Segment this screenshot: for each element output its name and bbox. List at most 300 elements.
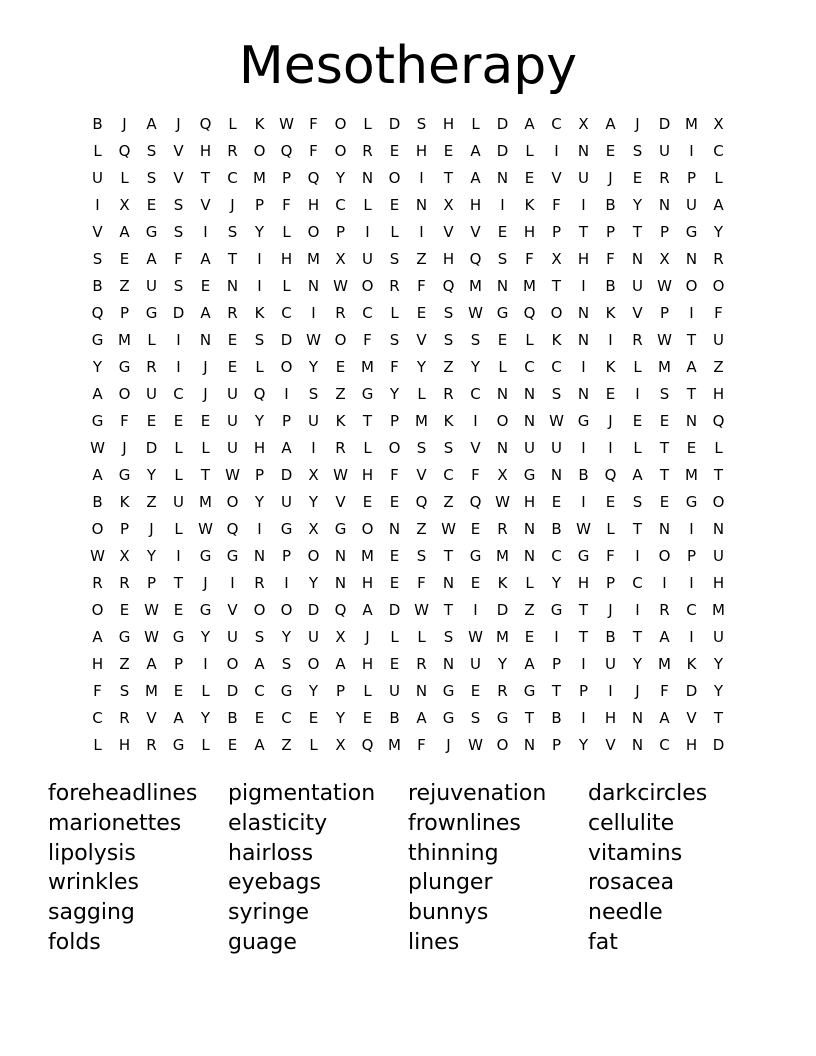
grid-letter: R xyxy=(659,601,670,619)
grid-letter: F xyxy=(174,250,183,268)
grid-letter: G xyxy=(172,736,185,754)
grid-letter: J xyxy=(176,115,181,133)
grid-letter: V xyxy=(605,736,616,754)
grid-letter: L xyxy=(309,736,318,754)
grid-letter: N xyxy=(577,304,590,322)
grid-letter: R xyxy=(497,520,508,538)
grid-letter: N xyxy=(631,250,644,268)
grid-letter: Q xyxy=(334,601,347,619)
grid-letter: E xyxy=(443,142,454,160)
grid-letter: Y xyxy=(470,358,481,376)
grid-letter: H xyxy=(712,574,725,592)
grid-letter: X xyxy=(659,250,670,268)
grid-letter: P xyxy=(335,223,346,241)
grid-letter: W xyxy=(333,466,348,484)
grid-letter: V xyxy=(686,709,697,727)
grid-letter: N xyxy=(334,574,347,592)
grid-letter: J xyxy=(608,601,613,619)
grid-letter: Z xyxy=(524,601,535,619)
grid-letter: I xyxy=(608,682,613,700)
grid-letter: C xyxy=(713,142,724,160)
grid-letter: Z xyxy=(443,493,454,511)
grid-letter: E xyxy=(632,412,643,430)
grid-letter: E xyxy=(389,196,400,214)
word-list-item: folds xyxy=(48,929,101,955)
grid-letter: W xyxy=(549,412,564,430)
grid-letter: Q xyxy=(604,466,617,484)
grid-letter: M xyxy=(145,682,158,700)
grid-letter: I xyxy=(554,628,559,646)
grid-letter: L xyxy=(363,115,372,133)
grid-letter: L xyxy=(525,331,534,349)
grid-letter: P xyxy=(605,574,616,592)
grid-letter: E xyxy=(200,277,211,295)
grid-letter: E xyxy=(389,574,400,592)
grid-letter: A xyxy=(146,655,157,673)
grid-letter: Y xyxy=(632,655,643,673)
grid-letter: U xyxy=(551,439,562,457)
grid-letter: I xyxy=(473,412,478,430)
grid-letter: D xyxy=(496,142,509,160)
grid-letter: F xyxy=(417,574,426,592)
grid-letter: O xyxy=(712,277,725,295)
grid-letter: T xyxy=(173,574,184,592)
grid-letter: O xyxy=(118,385,131,403)
grid-letter: G xyxy=(442,709,455,727)
grid-letter: U xyxy=(713,628,724,646)
grid-letter: I xyxy=(95,196,100,214)
grid-letter: W xyxy=(468,304,483,322)
grid-letter: A xyxy=(524,655,535,673)
word-list-item: elasticity xyxy=(228,810,328,836)
grid-letter: Q xyxy=(361,736,374,754)
grid-letter: E xyxy=(632,169,643,187)
grid-letter: N xyxy=(226,277,239,295)
grid-letter: R xyxy=(713,250,724,268)
grid-letter: R xyxy=(227,304,238,322)
grid-letter: S xyxy=(119,682,130,700)
grid-letter: S xyxy=(308,385,319,403)
grid-letter: L xyxy=(93,142,102,160)
grid-letter: H xyxy=(442,250,455,268)
grid-letter: I xyxy=(311,439,316,457)
grid-letter: S xyxy=(146,169,157,187)
grid-letter: T xyxy=(686,331,697,349)
grid-letter: A xyxy=(470,169,481,187)
grid-letter: P xyxy=(119,520,130,538)
grid-letter: L xyxy=(525,574,534,592)
grid-letter: O xyxy=(658,547,671,565)
grid-letter: I xyxy=(176,331,181,349)
grid-letter: L xyxy=(282,277,291,295)
grid-letter: U xyxy=(578,169,589,187)
grid-letter: M xyxy=(199,493,212,511)
grid-letter: L xyxy=(363,682,372,700)
grid-letter: L xyxy=(714,169,723,187)
grid-letter: L xyxy=(174,466,183,484)
grid-letter: K xyxy=(497,574,508,592)
grid-letter: J xyxy=(122,439,127,457)
grid-letter: C xyxy=(227,169,238,187)
grid-letter: S xyxy=(254,331,265,349)
grid-letter: X xyxy=(119,196,130,214)
grid-letter: D xyxy=(685,682,698,700)
grid-letter: X xyxy=(308,466,319,484)
grid-letter: P xyxy=(389,412,400,430)
grid-letter: P xyxy=(281,412,292,430)
grid-letter: X xyxy=(551,250,562,268)
grid-letter: H xyxy=(685,736,698,754)
grid-letter: I xyxy=(689,520,694,538)
word-list-item: eyebags xyxy=(228,870,321,896)
grid-letter: S xyxy=(443,304,454,322)
word-list-item: rejuvenation xyxy=(408,781,547,806)
grid-letter: I xyxy=(581,493,586,511)
grid-letter: A xyxy=(713,196,724,214)
grid-letter: P xyxy=(659,223,670,241)
grid-letter: Y xyxy=(308,358,319,376)
grid-letter: E xyxy=(146,412,157,430)
grid-letter: C xyxy=(281,304,292,322)
grid-letter: V xyxy=(227,601,238,619)
grid-letter: I xyxy=(635,601,640,619)
grid-letter: D xyxy=(658,115,671,133)
grid-letter: C xyxy=(335,196,346,214)
grid-letter: Y xyxy=(254,493,265,511)
grid-letter: E xyxy=(416,304,427,322)
grid-letter: Y xyxy=(146,547,157,565)
grid-letter: B xyxy=(551,520,562,538)
grid-letter: N xyxy=(496,277,509,295)
grid-letter: G xyxy=(172,628,185,646)
grid-letter: E xyxy=(497,223,508,241)
grid-letter: W xyxy=(441,520,456,538)
grid-letter: N xyxy=(631,709,644,727)
grid-letter: M xyxy=(712,601,725,619)
grid-letter: W xyxy=(279,115,294,133)
grid-letter: Y xyxy=(497,655,508,673)
grid-letter: Q xyxy=(118,142,131,160)
grid-letter: P xyxy=(254,196,265,214)
grid-letter: S xyxy=(551,385,562,403)
grid-letter: I xyxy=(608,439,613,457)
grid-letter: B xyxy=(605,628,616,646)
grid-letter: D xyxy=(145,439,158,457)
grid-letter: T xyxy=(578,601,589,619)
grid-letter: F xyxy=(714,304,723,322)
word-list-item: syringe xyxy=(228,900,310,926)
grid-letter: C xyxy=(686,601,697,619)
grid-letter: T xyxy=(578,628,589,646)
grid-letter: K xyxy=(524,196,535,214)
grid-row xyxy=(84,624,732,651)
grid-letter: U xyxy=(227,412,238,430)
grid-letter: E xyxy=(173,682,184,700)
grid-letter: K xyxy=(551,331,562,349)
grid-letter: G xyxy=(118,358,131,376)
grid-letter: S xyxy=(227,223,238,241)
grid-letter: N xyxy=(685,412,698,430)
grid-letter: U xyxy=(362,250,373,268)
grid-letter: J xyxy=(203,385,208,403)
grid-row xyxy=(84,435,732,462)
grid-letter: L xyxy=(201,682,210,700)
grid-letter: U xyxy=(146,277,157,295)
grid-letter: R xyxy=(119,574,130,592)
grid-letter: V xyxy=(470,223,481,241)
grid-letter: S xyxy=(632,142,643,160)
grid-letter: G xyxy=(577,412,590,430)
grid-letter: H xyxy=(604,709,617,727)
grid-letter: O xyxy=(307,655,320,673)
grid-letter: N xyxy=(523,547,536,565)
grid-letter: D xyxy=(712,736,725,754)
grid-letter: O xyxy=(712,493,725,511)
grid-letter: R xyxy=(632,331,643,349)
grid-letter: C xyxy=(470,385,481,403)
grid-letter: A xyxy=(686,358,697,376)
grid-letter: F xyxy=(120,412,129,430)
grid-letter: O xyxy=(307,223,320,241)
grid-letter: O xyxy=(388,169,401,187)
grid-letter: U xyxy=(713,547,724,565)
grid-letter: M xyxy=(388,736,401,754)
grid-letter: H xyxy=(523,493,536,511)
grid-letter: R xyxy=(362,142,373,160)
grid-letter: S xyxy=(389,331,400,349)
grid-letter: W xyxy=(657,277,672,295)
grid-letter: Q xyxy=(415,493,428,511)
grid-letter: K xyxy=(254,115,265,133)
grid-letter: G xyxy=(91,331,104,349)
grid-letter: I xyxy=(581,439,586,457)
grid-letter: I xyxy=(230,574,235,592)
grid-letter: L xyxy=(525,142,534,160)
word-list-item: foreheadlines xyxy=(48,781,198,806)
grid-letter: L xyxy=(417,385,426,403)
grid-letter: R xyxy=(497,682,508,700)
grid-letter: P xyxy=(146,574,157,592)
grid-letter: S xyxy=(281,655,292,673)
grid-letter: W xyxy=(90,547,105,565)
grid-letter: I xyxy=(419,169,424,187)
grid-letter: P xyxy=(281,547,292,565)
grid-letter: H xyxy=(91,655,104,673)
grid-letter: U xyxy=(470,655,481,673)
grid-letter: N xyxy=(442,574,455,592)
grid-letter: T xyxy=(659,466,670,484)
grid-row xyxy=(84,678,732,705)
grid-row xyxy=(84,246,732,273)
grid-letter: E xyxy=(362,709,373,727)
grid-letter: N xyxy=(388,520,401,538)
grid-row xyxy=(84,732,732,759)
grid-letter: X xyxy=(335,250,346,268)
grid-letter: H xyxy=(361,655,374,673)
grid-letter: I xyxy=(257,250,262,268)
grid-letter: A xyxy=(200,304,211,322)
grid-letter: B xyxy=(92,493,103,511)
grid-letter: R xyxy=(254,574,265,592)
grid-letter: N xyxy=(442,655,455,673)
word-list-item: fat xyxy=(588,929,618,955)
grid-letter: J xyxy=(608,412,613,430)
grid-letter: M xyxy=(523,277,536,295)
word-list-item: needle xyxy=(588,900,663,926)
grid-letter: F xyxy=(93,682,102,700)
grid-letter: B xyxy=(578,466,589,484)
grid-letter: I xyxy=(689,304,694,322)
grid-letter: E xyxy=(524,169,535,187)
grid-letter: F xyxy=(417,736,426,754)
grid-letter: S xyxy=(443,331,454,349)
grid-letter: L xyxy=(606,520,615,538)
grid-letter: Q xyxy=(226,520,239,538)
grid-letter: S xyxy=(416,439,427,457)
grid-letter: Z xyxy=(119,655,130,673)
grid-letter: O xyxy=(307,547,320,565)
grid-letter: W xyxy=(306,331,321,349)
grid-letter: A xyxy=(281,439,292,457)
grid-letter: U xyxy=(605,655,616,673)
grid-letter: H xyxy=(118,736,131,754)
grid-row xyxy=(84,300,732,327)
grid-letter: T xyxy=(200,466,211,484)
grid-letter: W xyxy=(468,628,483,646)
grid-letter: A xyxy=(119,223,130,241)
grid-letter: U xyxy=(686,196,697,214)
grid-letter: H xyxy=(199,142,212,160)
grid-letter: A xyxy=(335,655,346,673)
grid-letter: T xyxy=(443,601,454,619)
grid-letter: T xyxy=(443,169,454,187)
grid-letter: E xyxy=(389,493,400,511)
grid-letter: H xyxy=(577,250,590,268)
grid-letter: S xyxy=(173,196,184,214)
grid-letter: I xyxy=(176,547,181,565)
grid-letter: W xyxy=(333,277,348,295)
grid-letter: I xyxy=(473,601,478,619)
grid-letter: L xyxy=(282,223,291,241)
grid-letter: E xyxy=(227,358,238,376)
grid-letter: M xyxy=(307,250,320,268)
word-list-item: cellulite xyxy=(588,810,675,836)
grid-row xyxy=(84,489,732,516)
grid-letter: A xyxy=(200,250,211,268)
grid-letter: R xyxy=(335,304,346,322)
grid-letter: T xyxy=(443,547,454,565)
grid-letter: F xyxy=(606,547,615,565)
grid-letter: N xyxy=(253,547,266,565)
grid-letter: Z xyxy=(335,385,346,403)
grid-letter: F xyxy=(309,142,318,160)
grid-letter: N xyxy=(415,196,428,214)
grid-letter: M xyxy=(496,628,509,646)
grid-letter: E xyxy=(659,412,670,430)
grid-letter: A xyxy=(146,115,157,133)
grid-letter: K xyxy=(605,358,616,376)
grid-letter: L xyxy=(633,358,642,376)
grid-letter: O xyxy=(361,520,374,538)
grid-letter: N xyxy=(523,412,536,430)
grid-letter: M xyxy=(658,655,671,673)
grid-letter: C xyxy=(281,709,292,727)
grid-letter: I xyxy=(284,385,289,403)
grid-letter: G xyxy=(361,385,374,403)
grid-letter: F xyxy=(282,196,291,214)
grid-letter: T xyxy=(632,628,643,646)
grid-letter: O xyxy=(226,493,239,511)
grid-letter: P xyxy=(254,466,265,484)
grid-letter: O xyxy=(361,277,374,295)
grid-letter: N xyxy=(496,385,509,403)
letter-grid xyxy=(84,111,732,759)
grid-letter: W xyxy=(657,331,672,349)
grid-letter: T xyxy=(524,709,535,727)
grid-letter: J xyxy=(635,115,640,133)
grid-letter: C xyxy=(254,682,265,700)
grid-letter: C xyxy=(659,736,670,754)
grid-letter: L xyxy=(174,520,183,538)
grid-letter: P xyxy=(551,223,562,241)
grid-letter: S xyxy=(470,331,481,349)
grid-row xyxy=(84,651,732,678)
grid-letter: Y xyxy=(416,358,427,376)
grid-letter: E xyxy=(524,628,535,646)
grid-letter: T xyxy=(362,412,373,430)
grid-letter: E xyxy=(389,142,400,160)
grid-letter: I xyxy=(554,142,559,160)
grid-letter: F xyxy=(606,250,615,268)
grid-letter: A xyxy=(92,628,103,646)
grid-letter: Y xyxy=(578,736,589,754)
grid-letter: O xyxy=(91,601,104,619)
grid-letter: N xyxy=(523,520,536,538)
word-list xyxy=(48,779,768,958)
grid-letter: L xyxy=(93,736,102,754)
grid-letter: G xyxy=(199,601,212,619)
grid-letter: U xyxy=(524,439,535,457)
grid-letter: X xyxy=(119,547,130,565)
grid-letter: J xyxy=(365,628,370,646)
grid-letter: U xyxy=(308,628,319,646)
grid-letter: N xyxy=(577,142,590,160)
grid-letter: E xyxy=(497,331,508,349)
grid-letter: O xyxy=(388,439,401,457)
grid-letter: N xyxy=(361,169,374,187)
grid-letter: H xyxy=(253,439,266,457)
grid-letter: G xyxy=(199,547,212,565)
grid-letter: N xyxy=(712,520,725,538)
grid-letter: Z xyxy=(146,493,157,511)
grid-letter: G xyxy=(118,628,131,646)
grid-letter: U xyxy=(389,682,400,700)
grid-letter: D xyxy=(280,331,293,349)
grid-letter: S xyxy=(254,628,265,646)
grid-letter: F xyxy=(363,331,372,349)
grid-letter: V xyxy=(146,709,157,727)
grid-letter: S xyxy=(659,385,670,403)
grid-letter: U xyxy=(713,331,724,349)
word-list-item: lines xyxy=(408,929,460,955)
grid-letter: I xyxy=(500,196,505,214)
grid-letter: I xyxy=(311,304,316,322)
grid-letter: Y xyxy=(281,628,292,646)
word-list-item: hairloss xyxy=(228,840,314,866)
grid-letter: T xyxy=(227,250,238,268)
grid-letter: E xyxy=(470,682,481,700)
grid-letter: M xyxy=(469,277,482,295)
